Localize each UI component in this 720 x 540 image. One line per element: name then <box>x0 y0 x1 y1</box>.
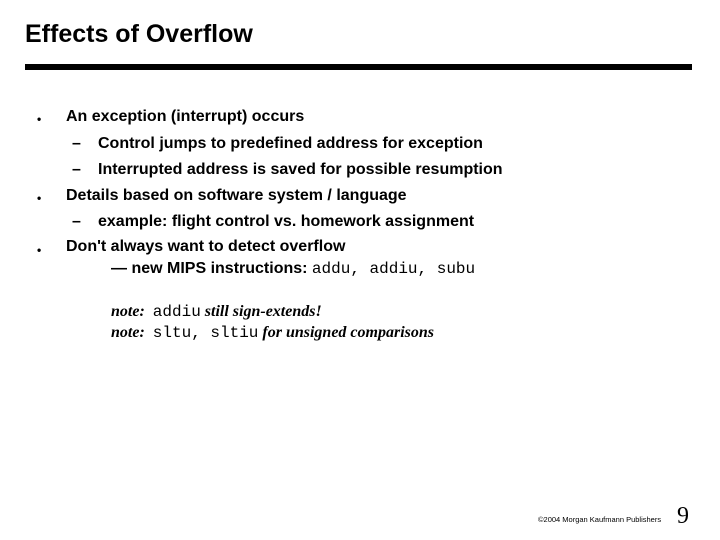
bullet-text: An exception (interrupt) occurs <box>66 108 305 125</box>
dash-marker: – <box>72 135 81 152</box>
title-rule <box>25 64 692 70</box>
dash-marker: – <box>72 213 81 230</box>
note-label: note: <box>111 303 145 320</box>
note-label: note: <box>111 324 145 341</box>
sub-bullet <box>72 161 503 179</box>
note-code: sltu, sltiu <box>152 324 259 342</box>
note-text: for unsigned comparisons <box>258 324 434 341</box>
sub-bullet-text: example: flight control vs. homework assignment <box>98 213 475 230</box>
instruction-code: addu, addiu, subu <box>311 260 476 278</box>
sub-bullet-text: Control jumps to predefined address for exception <box>98 135 483 152</box>
copyright-footer: ©2004 Morgan Kaufmann Publishers <box>538 515 662 524</box>
bullet-marker: • <box>37 112 42 126</box>
bullet-continuation <box>111 260 475 278</box>
note-line <box>111 324 434 342</box>
bullet-marker: • <box>37 191 42 205</box>
bullet-text: Don't always want to detect overflow <box>66 238 346 255</box>
sub-bullet <box>72 135 483 153</box>
sub-bullet <box>72 213 474 231</box>
slide-title: Effects of Overflow <box>25 20 253 48</box>
bullet-marker: • <box>37 243 42 257</box>
note-code: addiu <box>152 303 201 321</box>
note-text: still sign-extends! <box>200 303 322 320</box>
bullet-text: Details based on software system / language <box>66 187 407 204</box>
page-number: 9 <box>677 503 689 529</box>
sub-bullet-text: Interrupted address is saved for possible resumption <box>98 161 503 178</box>
continuation-prefix: — new MIPS instructions: <box>111 260 312 277</box>
dash-marker: – <box>72 161 81 178</box>
note-line <box>111 303 322 321</box>
